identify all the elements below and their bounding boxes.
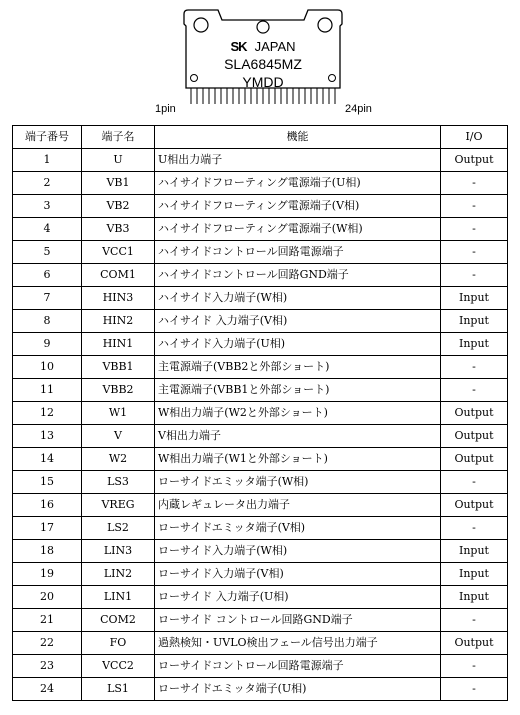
header-io: I/O (441, 126, 508, 149)
pin-assignment-table (12, 125, 508, 701)
pin-name: VB1 (82, 172, 155, 195)
table-row (13, 264, 508, 287)
pin-name: VBB2 (82, 379, 155, 402)
pin-io: Output (441, 448, 508, 471)
table-row (13, 517, 508, 540)
table-row (13, 172, 508, 195)
header-pin-name: 端子名 (82, 126, 155, 149)
pin-function: 主電源端子(VBB2と外部ショート) (155, 356, 441, 379)
pin-io: - (441, 241, 508, 264)
sanken-logo: SK (230, 39, 247, 54)
pin-io: Output (441, 494, 508, 517)
pin-function: ハイサイドフローティング電源端子(U相) (155, 172, 441, 195)
pin-function: V相出力端子 (155, 425, 441, 448)
pin-number: 3 (13, 195, 82, 218)
pin-number: 16 (13, 494, 82, 517)
pin-io: - (441, 379, 508, 402)
header-function: 機能 (155, 126, 441, 149)
pin-function: ローサイドエミッタ端子(U相) (155, 678, 441, 701)
pin-io: - (441, 172, 508, 195)
table-row (13, 287, 508, 310)
pin-io: - (441, 609, 508, 632)
pin-1-label: 1pin (155, 103, 176, 115)
pin-function: 過熱検知・UVLO検出フェール信号出力端子 (155, 632, 441, 655)
pin-function: ローサイドエミッタ端子(W相) (155, 471, 441, 494)
pin-number: 21 (13, 609, 82, 632)
pin-name: V (82, 425, 155, 448)
pin-io: - (441, 218, 508, 241)
pin-name: VB3 (82, 218, 155, 241)
pin-number: 11 (13, 379, 82, 402)
pin-name: LIN2 (82, 563, 155, 586)
table-row (13, 540, 508, 563)
pin-name: W1 (82, 402, 155, 425)
pin-io: Input (441, 310, 508, 333)
pin-function: ハイサイド入力端子(W相) (155, 287, 441, 310)
pin-name: COM2 (82, 609, 155, 632)
pin-function: 内蔵レギュレータ出力端子 (155, 494, 441, 517)
pin-io: Input (441, 333, 508, 356)
pin-name: VBB1 (82, 356, 155, 379)
pin-24-label: 24pin (345, 103, 372, 115)
pin-name: LIN3 (82, 540, 155, 563)
pin-number: 8 (13, 310, 82, 333)
lot-code: YMDD (242, 74, 284, 90)
pin-function: ローサイド 入力端子(U相) (155, 586, 441, 609)
package-drawing (178, 6, 348, 118)
pin-number: 23 (13, 655, 82, 678)
table-row (13, 241, 508, 264)
pin-io: Input (441, 563, 508, 586)
table-row (13, 310, 508, 333)
pin-number: 1 (13, 149, 82, 172)
table-row (13, 149, 508, 172)
pin-function: ローサイドエミッタ端子(V相) (155, 517, 441, 540)
pin-name: LIN1 (82, 586, 155, 609)
table-row (13, 678, 508, 701)
pin-function: U相出力端子 (155, 149, 441, 172)
pin-io: - (441, 264, 508, 287)
table-row (13, 494, 508, 517)
pin-number: 9 (13, 333, 82, 356)
pin-io: - (441, 195, 508, 218)
pin-name: W2 (82, 448, 155, 471)
table-row (13, 563, 508, 586)
pin-number: 19 (13, 563, 82, 586)
pin-io: - (441, 678, 508, 701)
pin-function: ローサイド コントロール回路GND端子 (155, 609, 441, 632)
pin-number: 13 (13, 425, 82, 448)
pin-number: 18 (13, 540, 82, 563)
header-pin-number: 端子番号 (13, 126, 82, 149)
pin-function: ハイサイドコントロール回路電源端子 (155, 241, 441, 264)
table-row (13, 609, 508, 632)
pin-name: VREG (82, 494, 155, 517)
table-row (13, 195, 508, 218)
pin-function: ハイサイドフローティング電源端子(W相) (155, 218, 441, 241)
pin-function: ハイサイド入力端子(U相) (155, 333, 441, 356)
table-header-row (13, 126, 508, 149)
table-row (13, 586, 508, 609)
pin-function: 主電源端子(VBB1と外部ショート) (155, 379, 441, 402)
pin-name: LS3 (82, 471, 155, 494)
pin-name: HIN3 (82, 287, 155, 310)
table-row (13, 402, 508, 425)
pin-number: 5 (13, 241, 82, 264)
table-row (13, 655, 508, 678)
pin-number: 15 (13, 471, 82, 494)
pin-function: ローサイド入力端子(W相) (155, 540, 441, 563)
pin-function: ハイサイドフローティング電源端子(V相) (155, 195, 441, 218)
pin-number: 17 (13, 517, 82, 540)
pin-io: Output (441, 149, 508, 172)
pin-io: - (441, 356, 508, 379)
pin-function: ローサイドコントロール回路電源端子 (155, 655, 441, 678)
pin-function: ハイサイド 入力端子(V相) (155, 310, 441, 333)
table-row (13, 425, 508, 448)
table-row (13, 218, 508, 241)
pin-io: - (441, 655, 508, 678)
table-row (13, 448, 508, 471)
table-row (13, 333, 508, 356)
pin-name: FO (82, 632, 155, 655)
pin-name: VCC1 (82, 241, 155, 264)
table-row (13, 632, 508, 655)
pin-function: W相出力端子(W2と外部ショート) (155, 402, 441, 425)
pin-number: 20 (13, 586, 82, 609)
pin-io: Input (441, 287, 508, 310)
pin-name: HIN1 (82, 333, 155, 356)
pin-function: ハイサイドコントロール回路GND端子 (155, 264, 441, 287)
pin-io: - (441, 471, 508, 494)
pin-name: VCC2 (82, 655, 155, 678)
pin-name: LS2 (82, 517, 155, 540)
maker-marking (178, 39, 348, 54)
pin-io: Input (441, 540, 508, 563)
table-row (13, 356, 508, 379)
pin-name: LS1 (82, 678, 155, 701)
table-row (13, 471, 508, 494)
pin-number: 6 (13, 264, 82, 287)
pin-number: 24 (13, 678, 82, 701)
pin-name: VB2 (82, 195, 155, 218)
pin-number: 7 (13, 287, 82, 310)
pin-number: 14 (13, 448, 82, 471)
pin-io: Output (441, 402, 508, 425)
pin-io: - (441, 517, 508, 540)
pin-number: 10 (13, 356, 82, 379)
pin-name: COM1 (82, 264, 155, 287)
table-row (13, 379, 508, 402)
maker-country: JAPAN (254, 39, 296, 54)
pin-number: 2 (13, 172, 82, 195)
pin-io: Input (441, 586, 508, 609)
part-number: SLA6845MZ (224, 56, 302, 72)
pin-io: Output (441, 632, 508, 655)
pin-function: W相出力端子(W1と外部ショート) (155, 448, 441, 471)
pin-number: 12 (13, 402, 82, 425)
pin-number: 4 (13, 218, 82, 241)
pin-function: ローサイド入力端子(V相) (155, 563, 441, 586)
pin-io: Output (441, 425, 508, 448)
pin-number: 22 (13, 632, 82, 655)
pin-name: U (82, 149, 155, 172)
pin-name: HIN2 (82, 310, 155, 333)
